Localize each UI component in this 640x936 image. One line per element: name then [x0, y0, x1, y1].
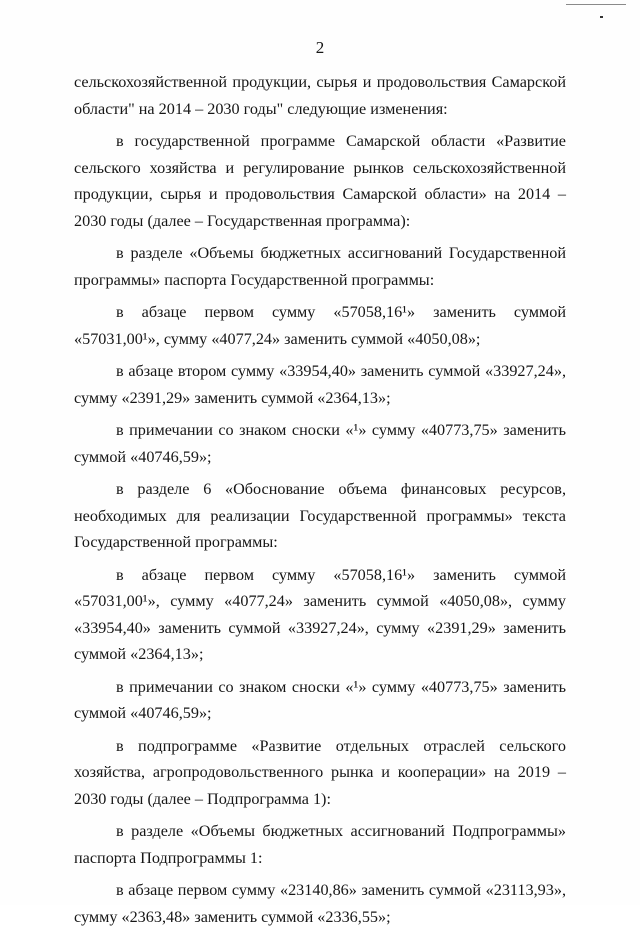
paragraph-section-6-footnote-note: в примечании со знаком сноски «¹» сумму «40773,75» заменить суммой «40746,59»; [74, 677, 566, 722]
paragraph-continuation: сельскохозяйственной продукции, сырья и продовольствия Самарской области" на 2014 – 2030 годы" следующие изменения: [74, 73, 566, 118]
scan-artifact-line [566, 4, 626, 5]
paragraph-subprogram-1-passport: в разделе «Объемы бюджетных ассигнований Подпрограммы» паспорта Подпрограммы 1: [74, 822, 566, 867]
paragraph-section-6-first-abzac: в абзаце первом сумму «57058,16¹» заменить суммой «57031,00¹», сумму «4077,24» заменить суммой «4050,08», сумму «33954,40» заменить суммой «33927,24», сумму «2391,29» заменить суммой «2364,13»; [74, 565, 566, 663]
scan-artifact-dot [600, 16, 603, 18]
document-body [74, 69, 566, 936]
paragraph-second-abzac: в абзаце втором сумму «33954,40» заменить суммой «33927,24», сумму «2391,29» заменить суммой «2364,13»; [74, 362, 566, 407]
paragraph-subprogram-1-first-abzac: в абзаце первом сумму «23140,86» заменить суммой «23113,93», сумму «2363,48» заменить суммой «2336,55»; [74, 881, 566, 926]
paragraph-section-6: в разделе 6 «Обоснование объема финансовых ресурсов, необходимых для реализации Государственной программы» текста Государственной программы: [74, 480, 566, 551]
paragraph-first-abzac: в абзаце первом сумму «57058,16¹» заменить суммой «57031,00¹», сумму «4077,24» заменить суммой «4050,08»; [74, 303, 566, 348]
paragraph-state-program-amendment: в государственной программе Самарской области «Развитие сельского хозяйства и регулирование рынков сельскохозяйственной продукции, сырья и продовольствия Самарской области» на 2014 – 2030 годы (далее – Государственная программа): [74, 132, 566, 230]
paragraph-passport-section: в разделе «Объемы бюджетных ассигнований Государственной программы» паспорта Государственной программы: [74, 244, 566, 289]
paragraph-footnote-note: в примечании со знаком сноски «¹» сумму «40773,75» заменить суммой «40746,59»; [74, 421, 566, 466]
page-number: 2 [315, 38, 325, 57]
paragraph-subprogram-1: в подпрограмме «Развитие отдельных отраслей сельского хозяйства, агропродовольственного рынка и кооперации» на 2019 – 2030 годы (далее – Подпрограмма 1): [74, 736, 566, 808]
